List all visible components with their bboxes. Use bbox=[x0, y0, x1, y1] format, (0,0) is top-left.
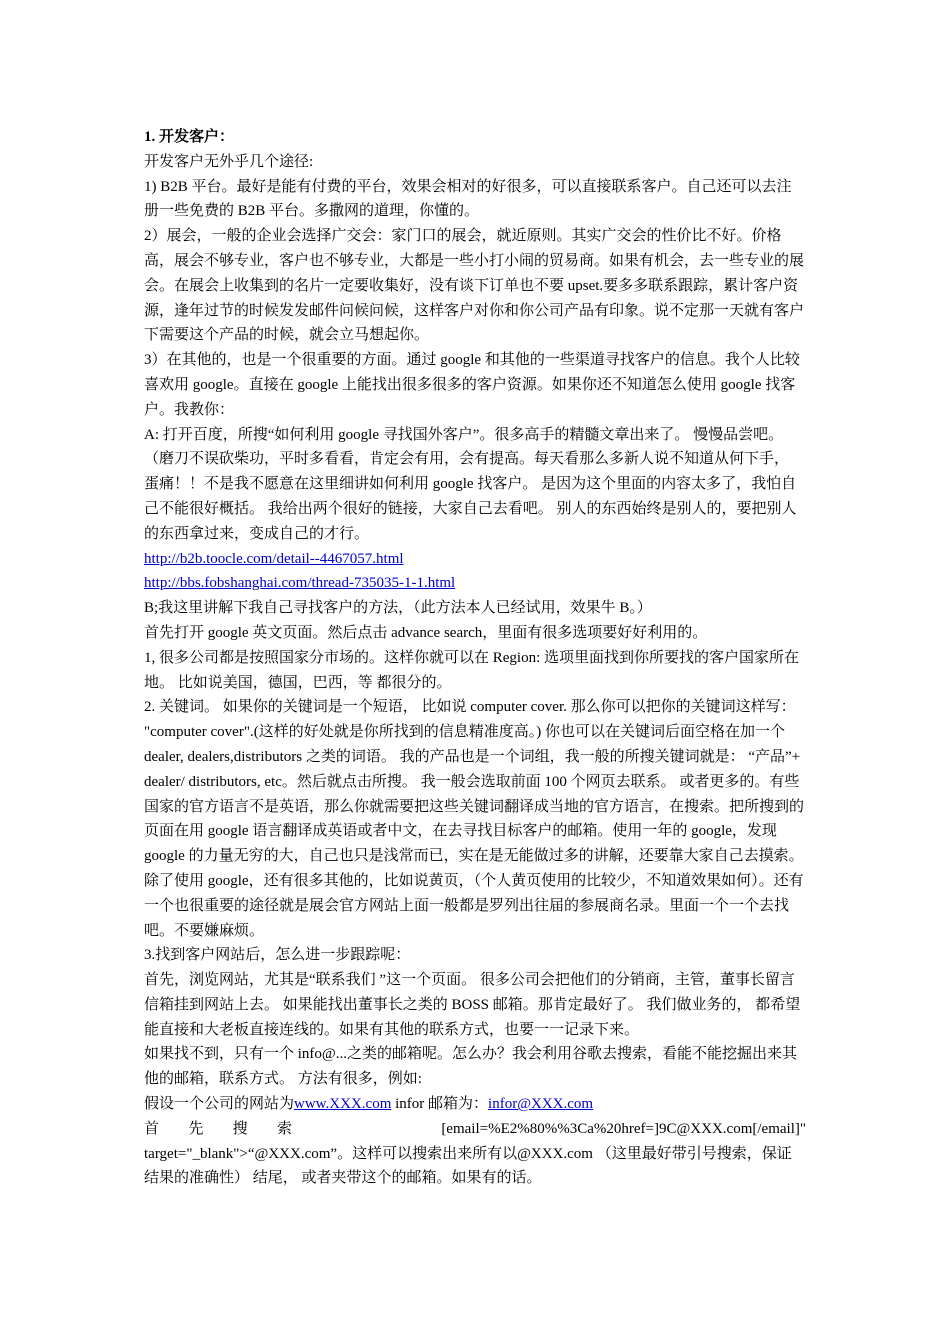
example-mid: infor 邮箱为： bbox=[391, 1096, 489, 1113]
paragraph-3-browse: 首先，浏览网站，尤其是“联系我们 ”这一个页面。 很多公司会把他们的分销商，主管，董事长留言信箱挂到网站上去。 如果能找出董事长之类的 BOSS 邮箱。那肯定最好了。 我们做业务的， 都希望能直接和大老板直接连线的。如果有其他的联系方式，也要一一记录下来。 bbox=[144, 972, 801, 1038]
paragraph-b-region: 1, 很多公司都是按照国家分市场的。这样你就可以在 Region: 选项里面找到你所要找的客户国家所在地。 比如说美国，德国，巴西，等 都很分的。 bbox=[144, 649, 800, 691]
paragraph-3-result: target="_blank">“@XXX.com”。这样可以搜索出来所有以@XXX.com （这里最好带引号搜索，保证结果的准确性） 结尾， 或者夹带这个的邮箱。如果有的话。 bbox=[144, 1145, 792, 1187]
word-1: 首 bbox=[144, 1120, 160, 1137]
example-prefix: 假设一个公司的网站为 bbox=[144, 1096, 295, 1113]
search-code: [email=%E2%80%%3Ca%20href=]9C@XXX.com[/email]" bbox=[441, 1120, 806, 1137]
paragraph-b-keywords: 2. 关键词。 如果你的关键词是一个短语， 比如说 computer cover. 那么你可以把你的关键词这样写： "computer cover".(这样的好处就是你所找到的信息精准度高。) 你也可以在关键词后面空格在加一个 dealer, dealers,distributors 之类的词语。 我的产品也是一个词组，我一般的所搜关键词就是： “产品”+ dealer/ distributors, etc。然后就点击所搜。 我一般会选取前面 100 个网页去联系。 或者更多的。有些国家的官方语言不是英语，那么你就需要把这些关键词翻译成当地的官方语言，在搜索。把所搜到的页面在用 google 语言翻译成英语或者中文，在去寻找目标客户的邮箱。使用一年的 google，发现 google 的力量无穷的大，自己也只是浅常而已，实在是无能做过多的讲解，还要靠大家自己去摸索。 bbox=[144, 699, 805, 865]
paragraph-b2b: 1) B2B 平台。最好是能有付费的平台，效果会相对的好很多，可以直接联系客户。自己还可以去注册一些免费的 B2B 平台。多撒网的道理，你懂的。 bbox=[144, 178, 792, 220]
link-xxx-site[interactable]: www.XXX.com bbox=[294, 1096, 392, 1113]
paragraph-3-search: 如果找不到，只有一个 info@...之类的邮箱呢。怎么办？我会利用谷歌去搜索，看能不能挖掘出来其他的邮箱，联系方式。 方法有很多，例如: bbox=[144, 1046, 797, 1088]
paragraph-3-example bbox=[144, 1092, 806, 1117]
paragraph-google: 3）在其他的，也是一个很重要的方面。通过 google 和其他的一些渠道寻找客户的信息。我个人比较喜欢用 google。直接在 google 上能找出很多很多的客户资源。如果你还不知道怎么使用 google 找客户。我教你： bbox=[144, 352, 800, 418]
word-2: 先 bbox=[188, 1120, 204, 1137]
link-toocle[interactable]: http://b2b.toocle.com/detail--4467057.html bbox=[144, 550, 404, 567]
section-3-heading: 3.找到客户网站后，怎么进一步跟踪呢： bbox=[144, 947, 411, 964]
intro-line: 开发客户无外乎几个途径: bbox=[144, 153, 314, 170]
section-heading: 1. 开发客户： bbox=[144, 129, 235, 145]
document-body bbox=[144, 125, 806, 1191]
paragraph-b-advance: 首先打开 google 英文页面。然后点击 advance search，里面有很多选项要好好利用的。 bbox=[144, 624, 708, 641]
word-3: 搜 bbox=[232, 1120, 248, 1137]
link-xxx-mail[interactable]: infor@XXX.com bbox=[488, 1096, 594, 1113]
link-fobshanghai[interactable]: http://bbs.fobshanghai.com/thread-735035-1-1.html bbox=[144, 575, 456, 592]
paragraph-b-yellowpages: 除了使用 google，还有很多其他的，比如说黄页，（个人黄页使用的比较少，不知道效果如何）。还有一个也很重要的途径就是展会官方网站上面一般都是罗列出往届的参展商名录。里面一个一个去找吧。不要嫌麻烦。 bbox=[144, 872, 804, 939]
paragraph-exhibition: 2）展会，一般的企业会选择广交会：家门口的展会，就近原则。其实广交会的性价比不好。价格高，展会不够专业，客户也不够专业，大都是一些小打小闹的贸易商。如果有机会，去一些专业的展会。在展会上收集到的名片一定要收集好，没有谈下订单也不要 upset.要多多联系跟踪，累计客户资源，逢年过节的时候发发邮件问候问候，这样客户对你和你公司产品有印象。说不定那一天就有客户下需要这个产品的时候，就会立马想起你。 bbox=[144, 228, 805, 344]
paragraph-3-first-search bbox=[144, 1117, 806, 1142]
paragraph-b: B;我这里讲解下我自己寻找客户的方法，（此方法本人已经试用，效果牛 B。） bbox=[144, 600, 652, 617]
word-4: 索 bbox=[276, 1120, 292, 1137]
paragraph-a: A: 打开百度，所搜“如何利用 google 寻找国外客户”。很多高手的精髓文章出来了。 慢慢品尝吧。 （磨刀不误砍柴功，平时多看看，肯定会有用，会有提高。每天看那么多新人说不知道从何下手， 蛋痛！！不是我不愿意在这里细讲如何利用 google 找客户。 是因为这个里面的内容太多了，我怕自己不能很好概括。 我给出两个很好的链接，大家自己去看吧。 别人的东西始终是别人的，要把别人的东西拿过来，变成自己的才行。 bbox=[144, 426, 797, 542]
